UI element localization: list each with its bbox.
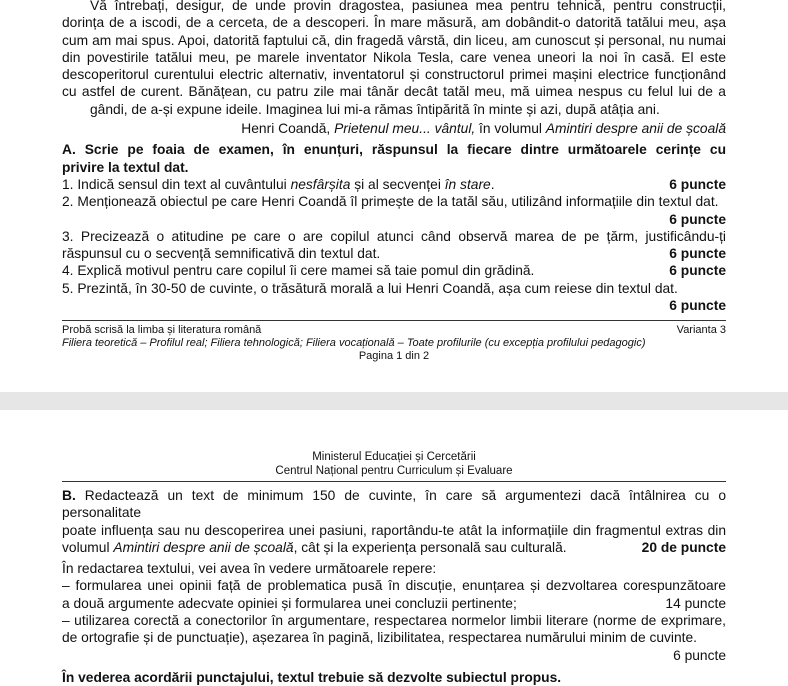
repere-intro: În redactarea textului, vei avea în vedere următoarele repere: bbox=[62, 561, 437, 577]
part-b-points: 20 de puncte bbox=[641, 539, 726, 555]
part-b-label: B. bbox=[62, 488, 76, 503]
question-1-mid: și al secvenței bbox=[350, 176, 445, 192]
question-1 bbox=[62, 176, 726, 193]
question-1-sequence: în stare bbox=[444, 176, 491, 192]
reper-1-line-2 bbox=[62, 595, 726, 612]
reper-1-text: a două argumente adecvate opiniei și formularea unei concluzii pertinente; bbox=[62, 595, 517, 611]
source-citation bbox=[62, 120, 726, 137]
footer-divider bbox=[62, 320, 726, 321]
footer-row bbox=[62, 324, 726, 337]
page-gap bbox=[0, 392, 788, 410]
source-title: Prietenul meu... vântul, bbox=[334, 121, 476, 137]
question-1-points: 6 puncte bbox=[669, 176, 726, 192]
question-5-text: 5. Prezintă, în 30-50 de cuvinte, o trăsătură morală a lui Henri Coandă, așa cum reiese din textul dat. bbox=[62, 280, 678, 296]
page-2-header bbox=[62, 450, 726, 482]
part-b-line-3 bbox=[62, 539, 726, 556]
question-3-text-2: răspunsul cu o secvență semnificativă din textul dat. bbox=[62, 246, 381, 262]
header-divider bbox=[62, 481, 726, 482]
intro-line: cum am mai spus. Apoi, datorită faptului că, din fragedă vârstă, din liceu, am cunoscut și personal, nu numai bbox=[62, 32, 726, 48]
part-b-line bbox=[62, 487, 726, 522]
question-1-prefix: 1. Indică sensul din text al cuvântului bbox=[62, 176, 291, 192]
page-footer bbox=[62, 324, 726, 363]
part-b bbox=[62, 487, 726, 686]
intro-line: cu astfel de curent. Bănățean, cu patru zile mai tânăr decât tatăl meu, mă uimea nespus cu felul lui de a bbox=[62, 84, 726, 100]
part-b-text: Redactează un text de minimum 150 de cuvinte, în care să argumentezi dacă întâlnirea cu o personalitate bbox=[62, 488, 726, 521]
question-3-text: 3. Precizează o atitudine pe care o are copilul atunci când observă marea de pe țărm, justificându-ți bbox=[62, 228, 726, 244]
part-b-text-3 bbox=[62, 539, 567, 556]
intro-line: Vă întrebați, desigur, de unde provin dragostea, pasiunea mea pentru tehnică, pentru construcții, bbox=[90, 0, 726, 13]
question-1-suffix: . bbox=[490, 176, 495, 192]
source-author: Henri Coandă, bbox=[241, 121, 335, 137]
center-name: Centrul Național pentru Curriculum și Evaluare bbox=[275, 465, 513, 477]
reper-2-points: 6 puncte bbox=[673, 647, 726, 663]
question-4 bbox=[62, 262, 726, 279]
final-instruction: În vederea acordării punctajului, textul trebuie să dezvolte subiectul propus. bbox=[62, 669, 562, 685]
reper-1-line-1: – formularea unei opinii față de problematica pusă în discuție, enunțarea și dezvoltarea corespunzătoare bbox=[62, 578, 726, 594]
question-4-text: 4. Explică motivul pentru care copilul îi cere mamei să taie pomul din grădină. bbox=[62, 263, 535, 279]
footer-subject: Probă scrisă la limba și literatura română bbox=[62, 324, 262, 337]
intro-line: dorința de a iscodi, de a cerceta, de a descoperi. În mare măsură, am dobândit-o datorită tatălui meu, așa bbox=[62, 15, 726, 31]
part-a-heading: A. Scrie pe foaia de examen, în enunțuri, răspunsul la fiecare dintre următoarele cerințe cu bbox=[62, 142, 726, 158]
reper-1-points: 14 puncte bbox=[665, 595, 726, 611]
question-2-text: 2. Menționează obiectul pe care Henri Coandă îl primește de la tatăl său, utilizând informațiile din textul dat. bbox=[62, 194, 719, 210]
part-a bbox=[62, 141, 726, 314]
part-b-prefix: volumul bbox=[62, 539, 114, 555]
reper-2-line-1: – utilizarea corectă a conectorilor în argumentare, respectarea normelor limbii literare (norme de exprimare, bbox=[62, 613, 726, 629]
exam-page-2 bbox=[0, 410, 788, 685]
ministry-name: Ministerul Educației și Cercetării bbox=[312, 451, 476, 463]
intro-paragraph bbox=[62, 0, 726, 363]
source-middle: în volumul bbox=[475, 121, 546, 137]
footer-profiles: Filiera teoretică – Profilul real; Filiera tehnologică; Filiera vocațională – Toate profilurile (cu excepția profilului pedagogic) bbox=[62, 337, 646, 350]
question-1-word: nesfârșita bbox=[290, 176, 351, 192]
footer-page-number: Pagina 1 din 2 bbox=[358, 350, 430, 363]
part-b-line: poate influența sau nu descoperirea unei pasiuni, raportându-te atât la informațiile din fragmentul extras din bbox=[62, 522, 726, 538]
part-b-book: Amintiri despre anii de școală bbox=[113, 539, 294, 555]
question-1-text bbox=[62, 176, 495, 193]
part-a-heading: privire la textul dat. bbox=[62, 159, 189, 175]
question-4-points: 6 puncte bbox=[669, 263, 726, 279]
question-2-points: 6 puncte bbox=[669, 211, 726, 227]
footer-variant: Varianta 3 bbox=[676, 324, 726, 337]
intro-line: gândi, de a-și expune ideile. Imaginea lui mi-a rămas întipărită în minte și azi, după atâția ani. bbox=[90, 101, 660, 117]
intro-line: din povestirile tatălui meu, pe marele inventator Nikola Tesla, care venea uneori la noi în casă. El este bbox=[62, 49, 726, 65]
intro-line: descoperitorul curentului electric alternativ, inventatorul și constructorul primei mașini electrice funcționând bbox=[62, 67, 726, 83]
part-b-suffix: , cât și la experiența personală sau culturală. bbox=[293, 539, 567, 555]
source-book: Amintiri despre anii de școală bbox=[545, 121, 726, 137]
question-5-points: 6 puncte bbox=[669, 298, 726, 314]
question-3 bbox=[62, 245, 726, 262]
question-3-points: 6 puncte bbox=[669, 246, 726, 262]
reper-2-line-2: de ortografie și de punctuație), așezarea în pagină, lizibilitatea, respectarea numărului minim de cuvinte. bbox=[62, 630, 698, 646]
